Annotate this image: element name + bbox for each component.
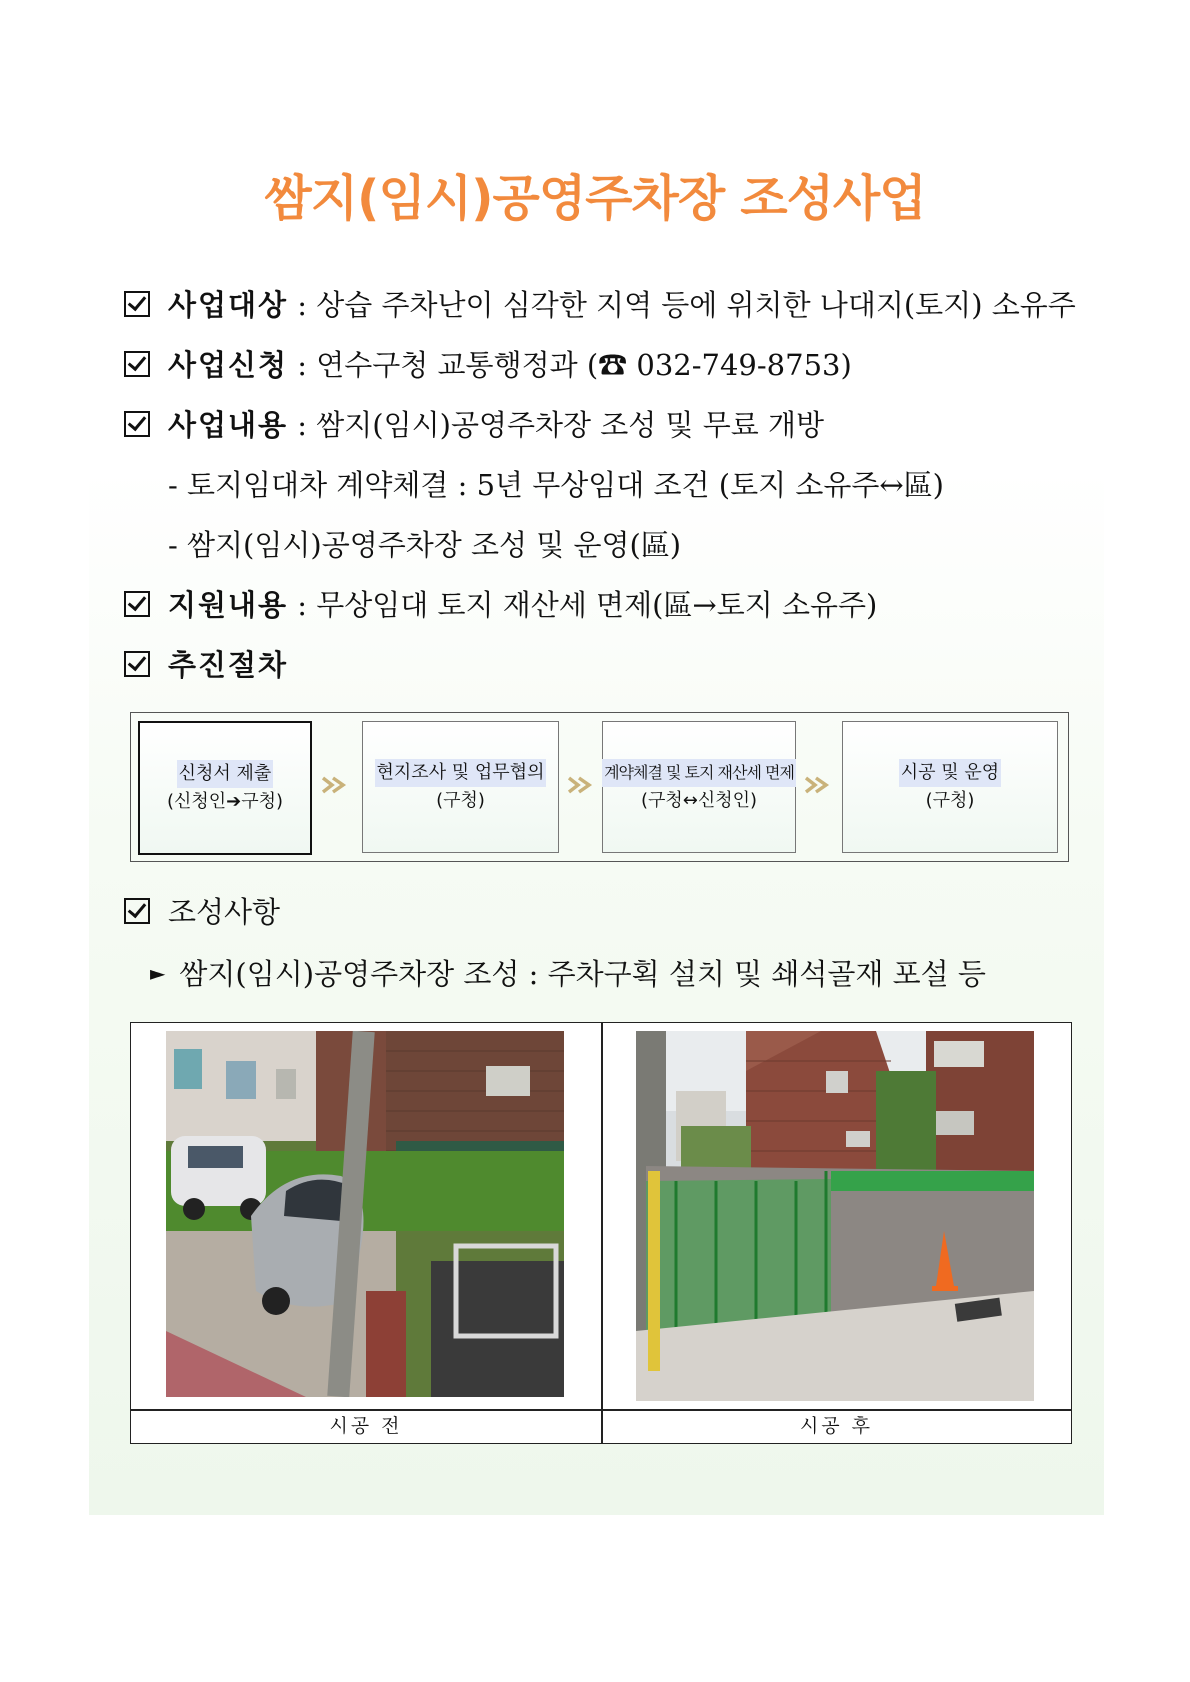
checkbox-icon (124, 411, 150, 437)
divider (601, 1023, 603, 1443)
checkbox-icon (124, 591, 150, 617)
item-application (124, 343, 852, 384)
item-label: 추진절차 (168, 648, 289, 682)
item-text: : 쌈지(임시)공영주차장 조성 및 무료 개방 (288, 408, 824, 442)
flow-step-title: 신청서 제출 (177, 760, 274, 788)
double-arrow-icon (804, 775, 832, 795)
item-label: 사업대상 (168, 288, 289, 322)
flow-step-4 (842, 721, 1058, 853)
after-caption: 시공 후 (799, 1415, 874, 1437)
item-label: 사업내용 (168, 408, 289, 442)
triangle-bullet-icon: ► (150, 961, 166, 985)
item-label: 사업신청 (168, 348, 289, 382)
flow-step-3 (602, 721, 796, 853)
item-text: : 상습 주차난이 심각한 지역 등에 위치한 나대지(토지) 소유주 (288, 288, 1076, 322)
after-construction-photo (636, 1031, 1034, 1401)
photo-table (130, 1022, 1072, 1444)
before-caption: 시공 전 (329, 1415, 403, 1437)
checkbox-icon (124, 898, 150, 924)
section-label: 조성사항 (168, 895, 281, 929)
flow-step-actor: (구청) (925, 790, 975, 811)
before-construction-photo (166, 1031, 564, 1397)
checkbox-icon (124, 651, 150, 677)
double-arrow-icon (321, 775, 349, 795)
item-text: : 무상임대 토지 재산세 면제(區→토지 소유주) (288, 588, 878, 622)
flow-step-title: 계약체결 및 토지 재산세 면제 (602, 759, 796, 787)
item-label: 지원내용 (168, 588, 289, 622)
checkbox-icon (124, 291, 150, 317)
flow-step-actor: (구청↔신청인) (640, 790, 758, 811)
flow-step-title: 시공 및 운영 (899, 759, 1001, 787)
item-procedure (124, 643, 288, 684)
page-title: 쌈지(임시)공영주차장 조성사업 (264, 170, 926, 227)
bullet-item (150, 952, 986, 993)
flow-step-2 (362, 721, 559, 853)
sub-item: - 쌈지(임시)공영주차장 조성 및 운영(區) (168, 528, 682, 562)
section-construction (124, 890, 280, 931)
item-support (124, 583, 877, 624)
flow-step-actor: (구청) (436, 790, 485, 811)
double-arrow-icon (567, 775, 595, 795)
sub-item: - 토지임대차 계약체결 : 5년 무상임대 조건 (토지 소유주↔區) (168, 468, 944, 502)
checkbox-icon (124, 351, 150, 377)
procedure-flow (130, 712, 1069, 862)
item-target (124, 283, 1076, 324)
flow-step-title: 현지조사 및 업무협의 (375, 759, 547, 787)
flow-step-actor: (신청인➔구청) (166, 791, 284, 812)
flow-step-1 (138, 721, 312, 855)
bullet-text: 쌈지(임시)공영주차장 조성 : 주차구획 설치 및 쇄석골재 포설 등 (179, 957, 986, 991)
item-text: : 연수구청 교통행정과 (☎ 032-749-8753) (288, 348, 852, 382)
item-content (124, 403, 824, 444)
